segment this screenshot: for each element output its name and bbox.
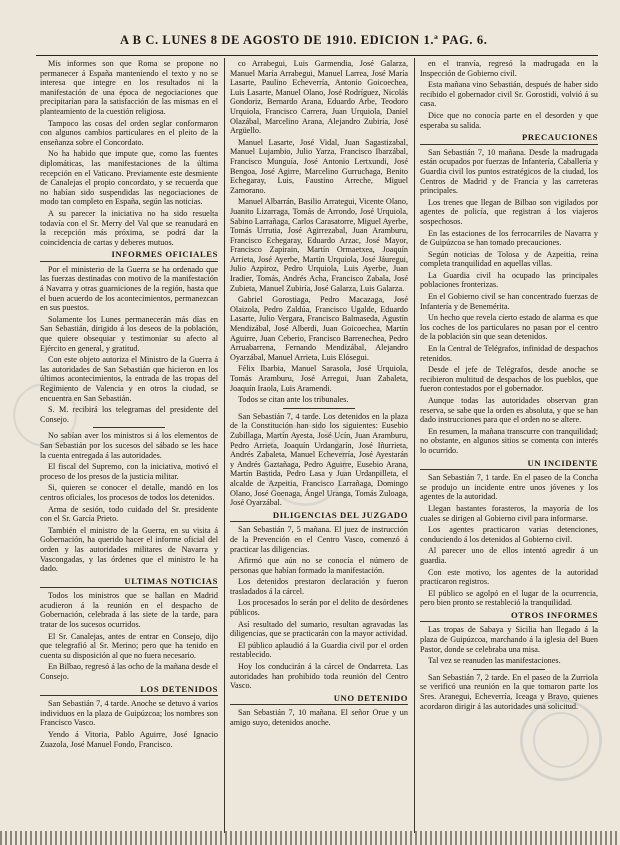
section-heading: UN INCIDENTE [420, 459, 598, 471]
article-paragraph: Las tropas de Sabaya y Sicilia han llegado á la plaza de Guipúzcoa, marchando á la iglesia del Buen Pastor, donde se celebraba una misa. [420, 625, 598, 654]
section-heading: UNO DETENIDO [230, 694, 408, 706]
article-paragraph: A su parecer la iniciativa no ha sido resuelta todavía con el Sr. Merry del Val que se reanudará en la recepción más próxima, se podrá dar la coincidencia de cartas y deberes mutuos. [40, 208, 218, 247]
article-paragraph: Por el ministerio de la Guerra se ha ordenado que las fuerzas destinadas con motivo de la manifestación á Navarra y otras guarniciones de la región, hasta que el buen acuerdo de los acontecimientos, permanezcan en sus puestos. [40, 264, 218, 313]
article-paragraph: Los trenes que llegan de Bilbao son vigilados por agentes de policía, que registran á los viajeros sospechosos. [420, 197, 598, 226]
article-paragraph: Manuel Albarrán, Basilio Arrategui, Vicente Olano, Juanito Lizarraga, Tomás de Arrondo, José Urquiola, Sabino Larrañaga, Carlos Carasatorre, Miguel Ayerbe, Tomás Urrutia, José Agirrezabal, Juan Aramburu, Francisco Echegaray, Eduardo Arzac, José Mayor, Francisco Zapirain, Martín Ormaetxea, Joaquín Arrieta, José Ayerbe, Martín Urquiola, José Jáuregui, Julio Azpiroz, Pedro Urquiola, Luis Ayerbe, Juan Iradier, Tomás, Andrés Acha, Francisco Zabala, José Zubieta, Manuel Zubiría, José Galarza, Luis Galarza. [230, 197, 408, 293]
article-paragraph: Según noticias de Tolosa y de Azpeitia, reina completa tranquilidad en aquellas villas. [420, 249, 598, 269]
article-paragraph: Al parecer uno de ellos intentó agredir á un guardia. [420, 546, 598, 565]
article-paragraph: Yendo á Vitoria, Pablo Aguirre, José Ignacio Zuazola, José Manuel Fondo, Francisco. [40, 730, 218, 749]
article-paragraph: La Guardia civil ha ocupado las principales poblaciones fronterizas. [420, 270, 598, 290]
article-paragraph: Con este objeto autoriza el Ministro de la Guerra á las autoridades de San Sebastián que hicieron en los últimos acontecimientos, la entrada de las tropas del Regimiento de Valencia y en otros la ciudad, se encuentra en San Sebastián. [40, 355, 218, 403]
article-paragraph: en el tranvía, regresó la madrugada en la Inspección de Gobierno civil. [420, 59, 598, 78]
article-paragraph: San Sebastián 7, 1 tarde. En el paseo de la Concha se produjo un incidente entre unos jóvenes y los agentes de la autoridad. [420, 473, 598, 502]
article-paragraph: El público aplaudió á la Guardia civil por el orden restablecido. [230, 640, 408, 660]
article-paragraph: Esta mañana vino Sebastián, después de haber sido recibido el gobernador civil Sr. Gorostidi, volvió á su casa. [420, 80, 598, 109]
article-paragraph: En resumen, la mañana transcurre con tranquilidad; no obstante, en algunos sitios se comenta con interés lo ocurrido. [420, 426, 598, 455]
section-heading: LOS DETENIDOS [40, 685, 218, 697]
section-heading: DILIGENCIAS DEL JUZGADO [230, 511, 408, 523]
article-paragraph: En las estaciones de los ferrocarriles de Navarra y de Guipúzcoa se han tomado precauciones. [420, 228, 598, 248]
article-paragraph: Aunque todas las autoridades observan gran reserva, se sabe que la orden es absoluta, y que se han dado instrucciones para que el orden no se altere. [420, 396, 598, 425]
article-paragraph: No sabían aver los ministros si á los elementos de San Sebastián por los sucesos del sábado se les hace la cuenta entregada á las autoridades. [40, 431, 218, 460]
section-separator [473, 669, 544, 670]
article-paragraph: San Sebastián 7, 10 mañana. El señor Orue y un amigo suyo, detenidos anoche. [230, 708, 408, 727]
article-paragraph: Todos los ministros que se hallan en Madrid acudieron á la reunión en el despacho de Gobernación, celebrada á las siete de la tarde, para tratar de los sucesos ocurridos. [40, 591, 218, 630]
article-paragraph: El Sr. Canalejas, antes de entrar en Consejo, dijo que telegrafió al Sr. Merino; pero que ha tenido en cuenta su disposición al que no fuera necesario. [40, 631, 218, 660]
article-paragraph: En la Central de Telégrafos, infinidad de despachos retenidos. [420, 344, 598, 363]
watermark-stamp [10, 380, 80, 450]
section-separator [93, 427, 164, 428]
section-heading: OTROS INFORMES [420, 611, 598, 623]
article-paragraph: Con este motivo, los agentes de la autoridad practicaron registros. [420, 567, 598, 587]
article-paragraph: Así resultado del sumario, resultan agravadas las diligencias, que se practicarán con la mayor actividad. [230, 619, 408, 639]
article-paragraph: Arma de sesión, todo cuidado del Sr. presidente con el Sr. García Prieto. [40, 504, 218, 524]
article-paragraph: El fiscal del Supremo, con la iniciativa, motivó el proceso de los presos de la justicia militar. [40, 462, 218, 481]
article-paragraph: San Sebastián 7, 5 mañana. El juez de instrucción de la Prevención en el Centro Vasco, comenzó á practicar las diligencias. [230, 525, 408, 554]
article-paragraph: Dice que no conocía parte en el desorden y que esperaba su salida. [420, 110, 598, 130]
article-paragraph: Desde el jefe de Telégrafos, desde anoche se recibieron multitud de despachos de los pueblos, que fueron contestados por el gobernador. [420, 365, 598, 394]
section-heading: PRECAUCIONES [420, 133, 598, 145]
article-paragraph: Llegan bastantes forasteros, la mayoría de los cuales se dirigen al Gobierno civil para informarse. [420, 503, 598, 523]
article-paragraph: Solamente los Lunes permanecerán más días en San Sebastián, dirigido á los deseos de la población, que quiere obsequiar y testimoniar su afecto al Ejército en general, y gratitud. [40, 314, 218, 353]
article-paragraph: Afirmó que aún no se conocía el número de personas que habían formado la manifestación. [230, 556, 408, 575]
article-paragraph: Tampoco las cosas del orden seglar conformaron con algunos cambios particulares en el pleito de la enseñanza sobre el Concordato. [40, 118, 218, 147]
article-paragraph: Gabriel Gorostiaga, Pedro Macazaga, José Olaizola, Pedro Zaldúa, Francisco Ugalde, Eduardo Lasarte, Julio Vergara, Francisco Balmaseda, Agustín Mendizábal, José Alberdi, Juan Goicoechea, Martín Aguirre, Juan Ceberio, Francisco Barrenechea, Pedro Arruabarrena, Fernando Mendizábal, Alejandro Oyarzábal, Manuel Arrieta, Luis Elósegui. [230, 295, 408, 362]
article-paragraph: Los detenidos prestaron declaración y fueron trasladados á la cárcel. [230, 577, 408, 596]
article-paragraph: S. M. recibirá los telegramas del presidente del Consejo. [40, 405, 218, 424]
article-paragraph: También el ministro de la Guerra, en su visita á Gobernación, ha querido hacer el informe oficial del orden y las autoridades militares de Navarra y Vascongadas, y las órdenes que el ministro le ha dado. [40, 525, 218, 574]
article-paragraph: San Sebastián 7, 2 tarde. En el paseo de la Zurriola se verificó una reunión en la que tomaron parte los Sres. Aranegui, Echeverría, Iceaga y Bravo, quienes acordaron dirigir á las autoridades una solicitud. [420, 672, 598, 711]
article-paragraph: co Arrabegui, Luis Garmendia, José Galarza, Manuel María Arrabegui, Manuel Larrea, José María Lasarte, Paulino Echeverría, Antonio Goicoechea, Luis Lasarte, Manuel Olano, José Rodríguez, Nicolás Gondoriz, Bernardo Arana, Eduardo Arbe, Teodoro Urquiola, Francisco Carrera, Juan Urquiola, Daniel Olazábal, Marcelino Arana, Alejandro Zubiría, José Argüello. [230, 59, 408, 136]
article-paragraph: Mis informes son que Roma se propone no permanecer á España manteniendo el texto y no se interesa que integre en los resultados ni la manifestación de una época de negociaciones que precipitarían para la satisfacción de las mismas en el planteamiento de la cuestión religiosa. [40, 59, 218, 116]
article-paragraph: San Sebastián 7, 4 tarde. Los detenidos en la plaza de la Constitución han sido los siguientes: Eusebio Zubillaga, Martín Ayesta, José Ucín, Juan Aramburu, Pedro Arrieta, Joaquín Urdangarín, José Iñurrieta, Andrés Zabaleta, Manuel Echeverría, José Ayestarán y Andrés Gaztañaga, Pedro Aguirre, Eusebio Arana, Martín Bastida, Pedro Lasa y Juan Urdanpilleta, el alcalde de Azpeitia, Francisco Larrañaga, Domingo Olano, José Goenaga, Ángel Uranga, Tomás Zuloaga, José Oyarzábal. [230, 411, 408, 508]
section-heading: ULTIMAS NOTICIAS [40, 577, 218, 589]
header-rule [36, 55, 598, 56]
article-paragraph: El público se agolpó en el lugar de la ocurrencia, pero bien pronto se restableció la tranquilidad. [420, 588, 598, 608]
watermark-stamp [516, 695, 606, 785]
article-paragraph: Los agentes practicaron varias detenciones, conduciendo á los detenidos al Gobierno civil. [420, 525, 598, 544]
column-divider [224, 58, 225, 833]
article-paragraph: Todos se citan ante los tribunales. [238, 395, 349, 405]
article-paragraph: Un hecho que revela cierto estado de alarma es que los coches de los particulares no pasan por el centro de la población sin que sean detenidos. [420, 313, 598, 342]
article-paragraph: Hoy los conducirán á la cárcel de Ondarreta. Las autoridades han prohibido toda reunión del Centro Vasco. [230, 662, 408, 691]
article-paragraph: En el Gobierno civil se han concentrado fuerzas de Infantería y de Benemérita. [420, 292, 598, 311]
column-divider [414, 58, 415, 833]
article-paragraph: No ha habido que impute que, como las fuentes diplomáticas, las manifestaciones de la última recepción en el Vaticano. Previamente este desmiente de Canalejas el propio concordato, y se recuerda que no habían sido suspendidas las negociaciones de modo tan completo en España, según las noticias. [40, 149, 218, 207]
section-separator [283, 408, 354, 409]
watermark-stamp [260, 420, 350, 510]
article-paragraph: Los procesados lo serán por el delito de desórdenes públicos. [230, 598, 408, 618]
article-paragraph: Tal vez se reanuden las manifestaciones. [428, 656, 561, 666]
article-paragraph: En Bilbao, regresó á las ocho de la mañana desde el Consejo. [40, 662, 218, 682]
article-paragraph: San Sebastián 7, 4 tarde. Anoche se detuvo á varios individuos en la plaza de Guipúzcoa; los nombres son Francisco Vasco. [40, 699, 218, 728]
article-paragraph: Si, quieren se conocer el detalle, mandó en los centros oficiales, los procesos de todos los detenidos. [40, 483, 218, 502]
article-paragraph: San Sebastián 7, 10 mañana. Desde la madrugada están ocupados por fuerzas de Infantería, Caballería y Guardia civil los puntos estratégicos de la ciudad, los Centros de Madrid y de Francia y las carreteras principales. [420, 147, 598, 196]
page-edge [0, 831, 620, 845]
section-heading: INFORMES OFICIALES [40, 250, 218, 262]
page-header: A B C. LUNES 8 DE AGOSTO DE 1910. EDICION 1.ª PAG. 6. [120, 33, 488, 47]
article-paragraph: Manuel Lasarte, José Vidal, Juan Sagastizabal, Manuel Lujambio, Julio Yarza, Francisco Ibarzábal, Francisco Munguía, José Antonio Lertxundi, José Bengoa, José Agirre, Marcelino Gurruchaga, Benito Echegaray, Luis, Faustino Arreche, Miguel Zamorano. [230, 137, 408, 195]
article-paragraph: Félix Ibarbia, Manuel Sarasola, José Urquiola, Tomás Aramburu, José Arregui, Juan Zabaleta, Joaquín Iraola, Luis Aramendi. [230, 364, 408, 393]
